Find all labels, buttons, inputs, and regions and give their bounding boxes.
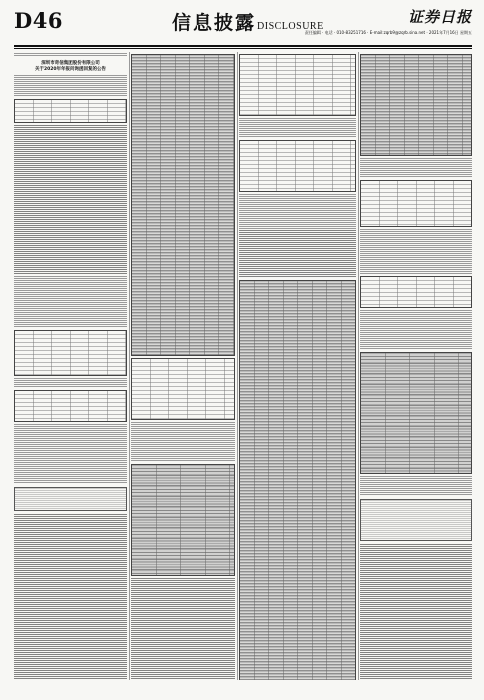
column-4 bbox=[360, 52, 472, 680]
column-divider bbox=[129, 52, 130, 680]
column-1 bbox=[14, 52, 127, 680]
article-body bbox=[14, 514, 127, 680]
data-table bbox=[131, 54, 235, 356]
article-title bbox=[14, 61, 127, 73]
article-body bbox=[14, 125, 127, 275]
article-title-line-2: 关于2020年年报问询函回复的公告 bbox=[34, 67, 107, 72]
data-table bbox=[131, 358, 235, 420]
section-title-en: DISCLOSURE bbox=[257, 21, 324, 32]
article-body bbox=[360, 310, 472, 350]
article-body bbox=[360, 544, 472, 680]
masthead bbox=[14, 6, 472, 46]
article-body bbox=[239, 230, 356, 278]
section-title bbox=[172, 8, 324, 35]
article-body bbox=[14, 378, 127, 388]
section-title-cn: 信息披露 bbox=[172, 12, 257, 34]
article-body bbox=[239, 118, 356, 138]
article-body bbox=[360, 229, 472, 274]
data-table bbox=[360, 54, 472, 156]
page-number: D46 bbox=[14, 8, 63, 33]
column-3 bbox=[239, 52, 356, 680]
data-table bbox=[239, 140, 356, 192]
data-table bbox=[14, 330, 127, 376]
data-table bbox=[14, 99, 127, 123]
article-body bbox=[360, 476, 472, 496]
article-body bbox=[131, 422, 235, 462]
data-table bbox=[239, 54, 356, 116]
data-table bbox=[131, 464, 235, 576]
article-body bbox=[239, 194, 356, 229]
highlight-box bbox=[14, 487, 127, 511]
article-body bbox=[14, 75, 127, 97]
paper-logo: 证券日报 bbox=[407, 8, 472, 26]
data-table bbox=[14, 390, 127, 422]
article-body bbox=[131, 578, 235, 680]
data-table bbox=[360, 276, 472, 308]
article-body bbox=[360, 158, 472, 178]
masthead-rule bbox=[14, 45, 472, 47]
data-table bbox=[360, 352, 472, 474]
masthead-rule-thin bbox=[14, 48, 472, 49]
article-title-line-1: 深圳市奇信集团股份有限公司 bbox=[41, 61, 100, 66]
column-divider bbox=[237, 52, 238, 680]
column-2 bbox=[131, 52, 235, 680]
article-header-lines bbox=[14, 53, 127, 57]
data-table bbox=[360, 180, 472, 227]
masthead-meta-line: 责任编辑 · 电话 · 010-83251716 · E-mail:zqrb9@zqrb.sina.net · 2021年7月16日 星期五 bbox=[304, 30, 472, 35]
data-table bbox=[239, 280, 356, 680]
column-divider bbox=[358, 52, 359, 680]
flowchart-box bbox=[360, 499, 472, 541]
article-body bbox=[14, 276, 127, 328]
article-body bbox=[14, 424, 127, 484]
